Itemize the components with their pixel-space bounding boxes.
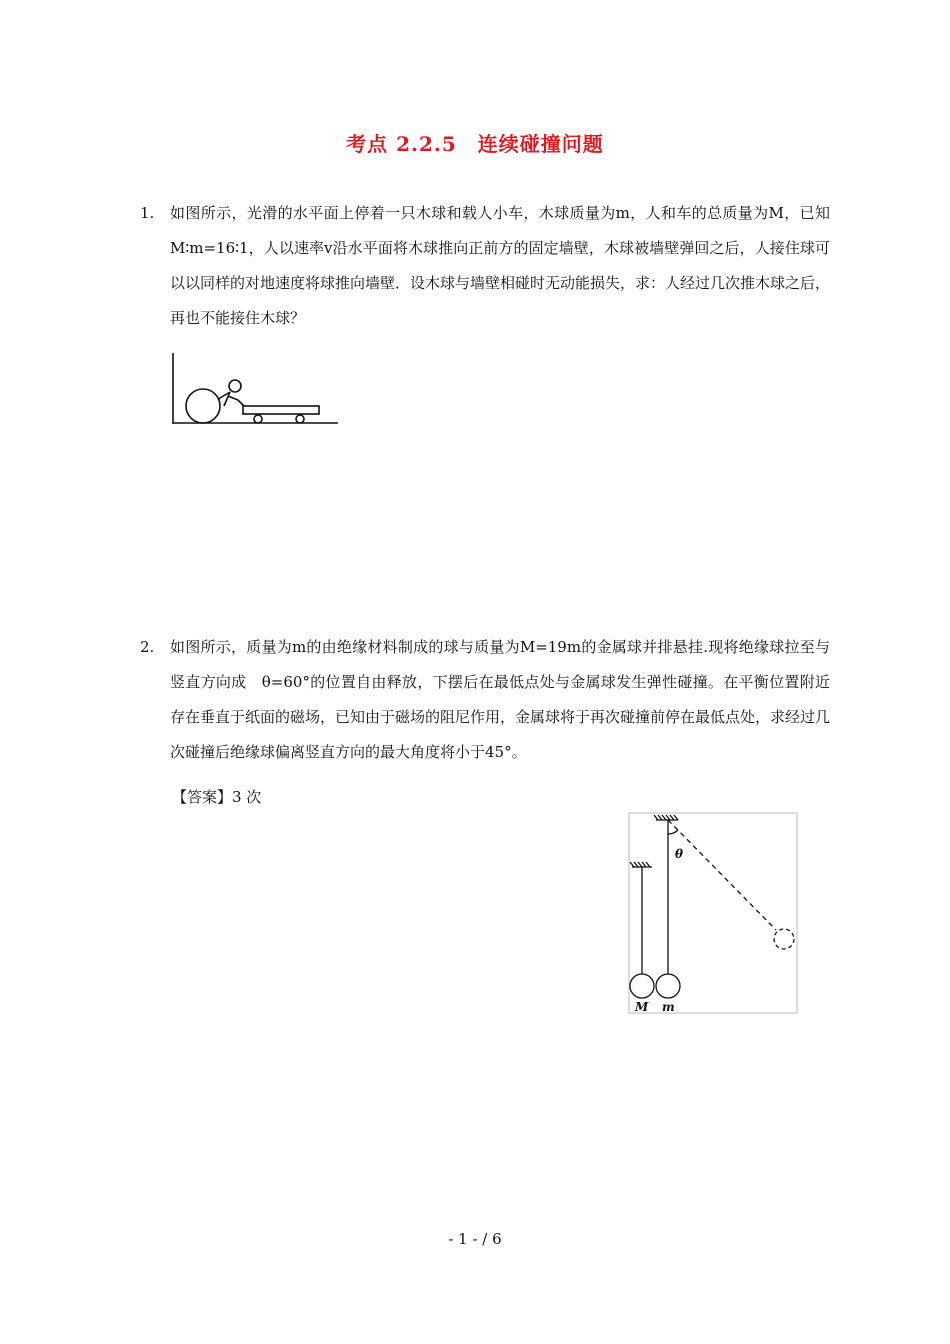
ball-cart-figure [168,348,343,428]
ceiling-hatch [654,815,678,820]
pendulum-figure [628,812,800,1014]
cart-wheel [254,415,262,423]
metal-ball-M [630,974,654,998]
question-1 [140,196,830,336]
m-label: m [662,1000,675,1014]
released-ball [774,929,794,949]
cart-wheel [296,415,304,423]
cart-body [243,406,319,414]
person-body [218,392,244,406]
wooden-ball [186,389,220,423]
page-title: 考点 2.2.5 连续碰撞问题 [346,132,604,156]
page-footer: - 1 - / 6 [448,1230,502,1248]
question-text: 如图所示，质量为m的由绝缘材料制成的球与质量为M=19m的金属球并排悬挂.现将绝缘球拉至与竖直方向成 θ=60°的位置自由释放，下摆后在最低点处与金属球发生弹性碰撞。在平衡位置附近存在垂直于纸面的磁场，已知由于磁场的阻尼作用，金属球将于再次碰撞前停在最低点处，求经过几次碰撞后绝缘球偏离竖直方向的最大角度将小于45°。 [170,638,831,761]
question-number: 1. [140,204,155,222]
person-head [229,380,241,392]
theta-label: θ [675,847,684,861]
M-label: M [635,1000,649,1014]
insulating-ball-m [656,974,680,998]
question-2 [140,630,830,770]
angle-arc [668,830,678,834]
question-text: 如图所示，光滑的水平面上停着一只木球和载人小车，木球质量为m，人和车的总质量为M，已知M∶m=16∶1，人以速率v沿水平面将木球推向正前方的固定墙壁，木球被墙壁弹回之后，人接住球可以以同样的对地速度将球推向墙壁．设木球与墙壁相碰时无动能损失，求：人经过几次推木球之后，再也不能接住木球？ [170,204,831,327]
answer: 【答案】3 次 [172,788,262,806]
question-number: 2. [140,638,155,656]
string-released [668,820,776,930]
ceiling-hatch [630,862,650,867]
